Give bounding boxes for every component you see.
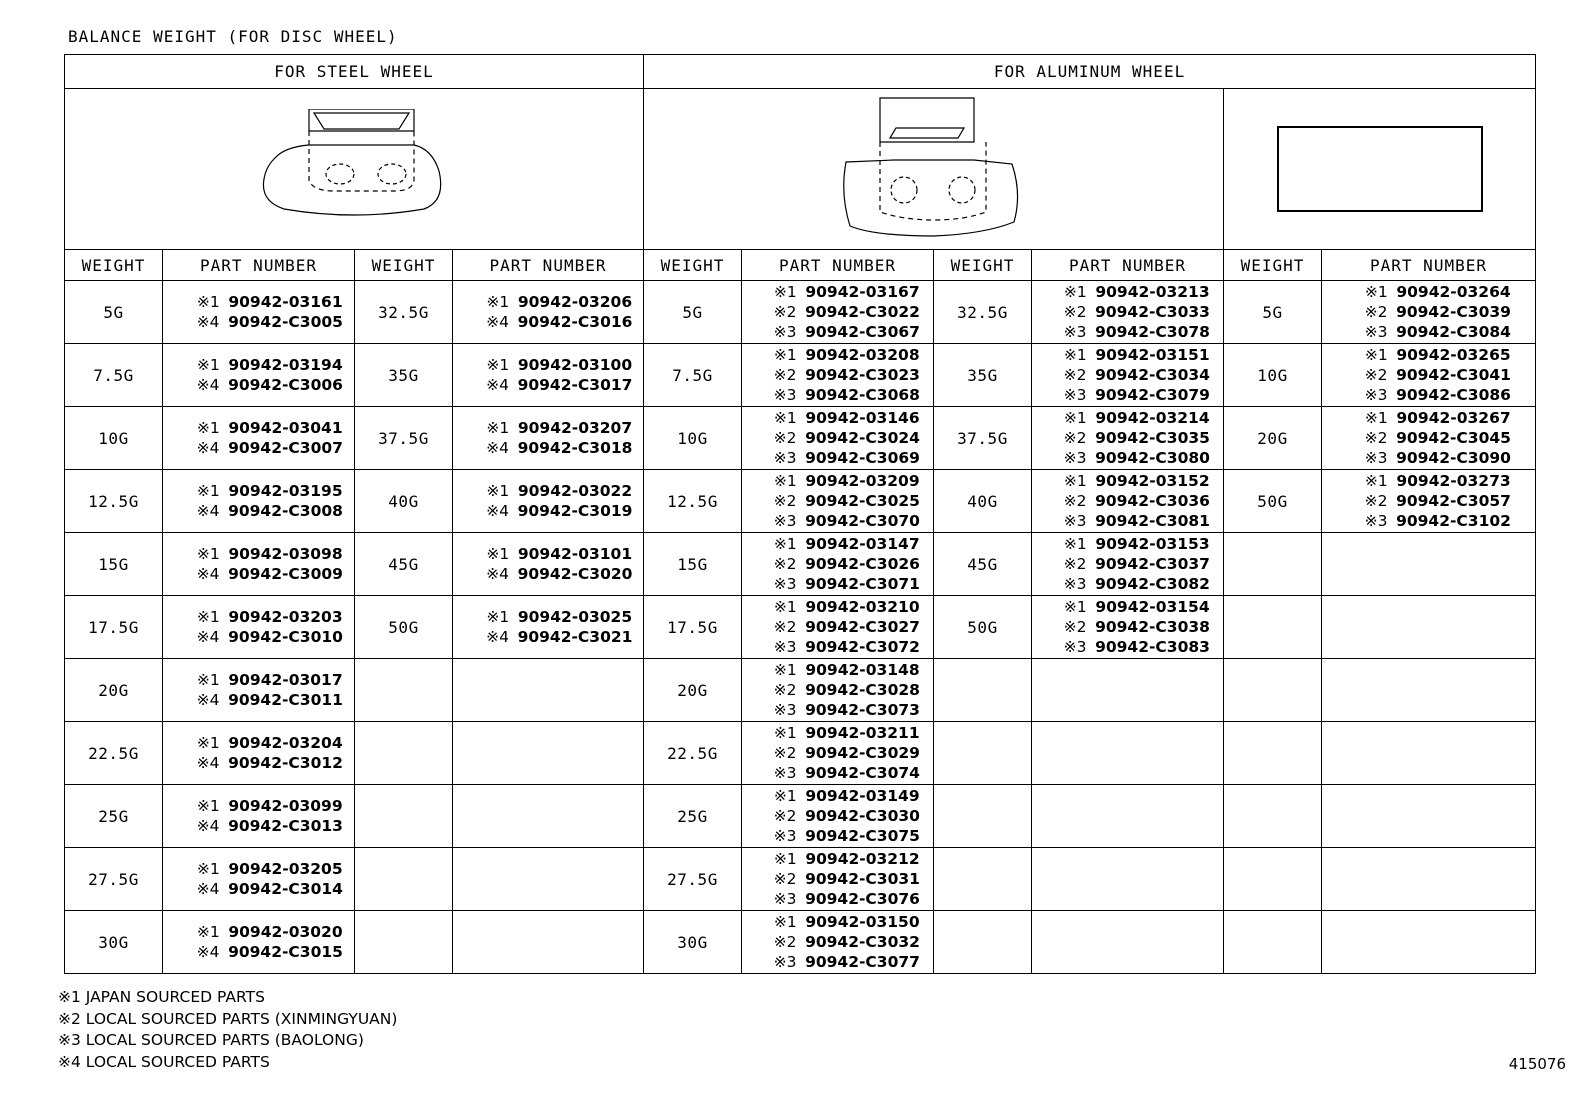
part-number-line: ※4 90942-C3010	[196, 628, 343, 646]
col-weight-2: WEIGHT	[355, 250, 453, 281]
part-number-line: ※4 90942-C3008	[196, 502, 343, 520]
part-number-line: ※3 90942-C3079	[1063, 386, 1210, 404]
page-title: BALANCE WEIGHT (FOR DISC WHEEL)	[68, 27, 398, 46]
part-number-line: ※3 90942-C3070	[773, 512, 920, 530]
part-number-line: ※2 90942-C3037	[1063, 555, 1210, 573]
part-number-line: ※3 90942-C3083	[1063, 638, 1210, 656]
part-number-line: ※1 90942-03101	[486, 545, 633, 563]
part-number-line: ※2 90942-C3023	[773, 366, 920, 384]
part-number-line: ※2 90942-C3027	[773, 618, 920, 636]
part-number-line: ※4 90942-C3016	[486, 313, 633, 331]
part-number-line: ※2 90942-C3036	[1063, 492, 1210, 510]
part-number-line: ※4 90942-C3015	[196, 943, 343, 961]
part-number-line: ※1 90942-03152	[1063, 472, 1210, 490]
steel-weight-cell: 37.5G	[355, 407, 453, 470]
part-number-line: ※3 90942-C3068	[773, 386, 920, 404]
aluminum-part-number-cell	[742, 911, 934, 974]
aluminum-part-number-cell	[1322, 470, 1536, 533]
footnote-4: ※4 LOCAL SOURCED PARTS	[58, 1052, 270, 1071]
part-number-line: ※3 90942-C3077	[773, 953, 920, 971]
aluminum-part-number-cell	[1322, 533, 1536, 596]
aluminum-part-number-cell	[1322, 407, 1536, 470]
steel-part-number-cell	[163, 659, 355, 722]
aluminum-weight-cell	[934, 722, 1032, 785]
col-part-number-4: PART NUMBER	[1032, 250, 1224, 281]
aluminum-part-number-cell	[1032, 848, 1224, 911]
part-number-line: ※2 90942-C3025	[773, 492, 920, 510]
aluminum-weight-cell: 30G	[644, 911, 742, 974]
part-number-line: ※1 90942-03206	[486, 293, 633, 311]
part-number-line: ※4 90942-C3011	[196, 691, 343, 709]
table-row	[65, 911, 1536, 974]
steel-part-number-cell	[453, 407, 644, 470]
part-number-line: ※1 90942-03210	[773, 598, 920, 616]
steel-part-number-cell	[453, 722, 644, 785]
steel-weight-cell: 32.5G	[355, 281, 453, 344]
part-number-line: ※1 90942-03203	[196, 608, 343, 626]
part-number-line: ※1 90942-03207	[486, 419, 633, 437]
col-part-number-2: PART NUMBER	[453, 250, 644, 281]
part-number-line: ※1 90942-03153	[1063, 535, 1210, 553]
part-number-line: ※2 90942-C3032	[773, 933, 920, 951]
steel-part-number-cell	[453, 533, 644, 596]
part-number-line: ※1 90942-03209	[773, 472, 920, 490]
part-number-line: ※3 90942-C3069	[773, 449, 920, 467]
aluminum-part-number-cell	[1322, 596, 1536, 659]
part-number-line: ※1 90942-03273	[1364, 472, 1511, 490]
balance-weight-table	[64, 54, 1536, 974]
footnotes	[58, 987, 397, 1073]
aluminum-weight-cell: 20G	[1224, 407, 1322, 470]
aluminum-wheel-header: FOR ALUMINUM WHEEL	[644, 55, 1536, 89]
part-number-line: ※4 90942-C3007	[196, 439, 343, 457]
aluminum-part-number-cell	[742, 407, 934, 470]
part-number-line: ※2 90942-C3033	[1063, 303, 1210, 321]
footnote-2: ※2 LOCAL SOURCED PARTS (XINMINGYUAN)	[58, 1009, 398, 1028]
aluminum-part-number-cell	[1032, 470, 1224, 533]
steel-part-number-cell	[163, 281, 355, 344]
part-number-line: ※1 90942-03161	[196, 293, 343, 311]
aluminum-part-number-cell	[1032, 911, 1224, 974]
steel-part-number-cell	[453, 659, 644, 722]
col-weight-3: WEIGHT	[644, 250, 742, 281]
aluminum-weight-cell: 22.5G	[644, 722, 742, 785]
part-number-line: ※2 90942-C3030	[773, 807, 920, 825]
part-number-line: ※1 90942-03154	[1063, 598, 1210, 616]
steel-balance-weight-icon	[254, 109, 454, 229]
footnote-1: ※1 JAPAN SOURCED PARTS	[58, 988, 265, 1006]
part-number-line: ※4 90942-C3009	[196, 565, 343, 583]
steel-weight-cell	[355, 848, 453, 911]
steel-weight-cell: 20G	[65, 659, 163, 722]
part-number-line: ※1 90942-03150	[773, 913, 920, 931]
part-number-line: ※4 90942-C3019	[486, 502, 633, 520]
aluminum-weight-cell: 50G	[934, 596, 1032, 659]
aluminum-part-number-cell	[1032, 344, 1224, 407]
aluminum-weight-cell: 25G	[644, 785, 742, 848]
part-number-line: ※4 90942-C3020	[486, 565, 633, 583]
steel-weight-cell: 10G	[65, 407, 163, 470]
aluminum-weight-cell	[934, 785, 1032, 848]
aluminum-part-number-cell	[742, 470, 934, 533]
part-number-line: ※1 90942-03020	[196, 923, 343, 941]
steel-weight-cell: 27.5G	[65, 848, 163, 911]
part-number-line: ※3 90942-C3084	[1364, 323, 1511, 341]
aluminum-weight-cell: 50G	[1224, 470, 1322, 533]
part-number-line: ※1 90942-03146	[773, 409, 920, 427]
aluminum-weight-cell	[1224, 722, 1322, 785]
steel-weight-cell	[355, 722, 453, 785]
part-number-line: ※1 90942-03205	[196, 860, 343, 878]
aluminum-part-number-cell	[1032, 785, 1224, 848]
aluminum-weight-cell	[1224, 659, 1322, 722]
part-number-line: ※1 90942-03214	[1063, 409, 1210, 427]
part-number-line: ※1 90942-03022	[486, 482, 633, 500]
steel-part-number-cell	[453, 848, 644, 911]
part-number-line: ※2 90942-C3057	[1364, 492, 1511, 510]
aluminum-part-number-cell	[1032, 659, 1224, 722]
aluminum-weight-cell	[934, 848, 1032, 911]
part-number-line: ※2 90942-C3045	[1364, 429, 1511, 447]
aluminum-weight-cell	[934, 659, 1032, 722]
steel-weight-cell: 15G	[65, 533, 163, 596]
table-row	[65, 407, 1536, 470]
table-row	[65, 659, 1536, 722]
footnote-3: ※3 LOCAL SOURCED PARTS (BAOLONG)	[58, 1031, 364, 1049]
steel-weight-cell: 30G	[65, 911, 163, 974]
part-number-line: ※3 90942-C3076	[773, 890, 920, 908]
aluminum-weight-cell	[1224, 911, 1322, 974]
part-number-line: ※1 90942-03267	[1364, 409, 1511, 427]
aluminum-weight-cell	[1224, 533, 1322, 596]
steel-part-number-cell	[453, 344, 644, 407]
aluminum-weight-cell: 12.5G	[644, 470, 742, 533]
steel-part-number-cell	[163, 407, 355, 470]
aluminum-part-number-cell	[1322, 344, 1536, 407]
aluminum-weight-cell: 17.5G	[644, 596, 742, 659]
steel-part-number-cell	[163, 344, 355, 407]
part-number-line: ※4 90942-C3021	[486, 628, 633, 646]
part-number-line: ※4 90942-C3006	[196, 376, 343, 394]
col-part-number-5: PART NUMBER	[1322, 250, 1536, 281]
blank-frame-icon	[1275, 124, 1485, 214]
table-row	[65, 344, 1536, 407]
part-number-line: ※2 90942-C3022	[773, 303, 920, 321]
part-number-line: ※1 90942-03195	[196, 482, 343, 500]
part-number-line: ※3 90942-C3086	[1364, 386, 1511, 404]
table-row	[65, 596, 1536, 659]
aluminum-weight-cell: 27.5G	[644, 848, 742, 911]
aluminum-part-number-cell	[742, 344, 934, 407]
part-number-line: ※1 90942-03041	[196, 419, 343, 437]
aluminum-part-number-cell	[1322, 911, 1536, 974]
steel-part-number-cell	[163, 722, 355, 785]
steel-weight-cell	[355, 785, 453, 848]
steel-part-number-cell	[163, 533, 355, 596]
aluminum-part-number-cell	[742, 848, 934, 911]
part-number-line: ※3 90942-C3074	[773, 764, 920, 782]
part-number-line: ※1 90942-03099	[196, 797, 343, 815]
steel-weight-cell: 12.5G	[65, 470, 163, 533]
part-number-line: ※2 90942-C3028	[773, 681, 920, 699]
steel-part-number-cell	[163, 785, 355, 848]
part-number-line: ※2 90942-C3035	[1063, 429, 1210, 447]
part-number-line: ※3 90942-C3080	[1063, 449, 1210, 467]
part-number-line: ※3 90942-C3081	[1063, 512, 1210, 530]
table-row	[65, 533, 1536, 596]
part-number-line: ※1 90942-03213	[1063, 283, 1210, 301]
part-number-line: ※1 90942-03148	[773, 661, 920, 679]
part-number-line: ※3 90942-C3072	[773, 638, 920, 656]
steel-weight-cell: 50G	[355, 596, 453, 659]
part-number-line: ※2 90942-C3039	[1364, 303, 1511, 321]
part-number-line: ※1 90942-03100	[486, 356, 633, 374]
col-weight-1: WEIGHT	[65, 250, 163, 281]
part-number-line: ※1 90942-03025	[486, 608, 633, 626]
steel-weight-cell	[355, 659, 453, 722]
aluminum-part-number-cell	[742, 722, 934, 785]
aluminum-weight-cell: 10G	[644, 407, 742, 470]
steel-weight-cell: 17.5G	[65, 596, 163, 659]
part-number-line: ※1 90942-03167	[773, 283, 920, 301]
part-number-line: ※1 90942-03194	[196, 356, 343, 374]
table-row	[65, 281, 1536, 344]
part-number-line: ※1 90942-03149	[773, 787, 920, 805]
aluminum-weight-cell: 5G	[1224, 281, 1322, 344]
part-number-line: ※2 90942-C3024	[773, 429, 920, 447]
part-number-line: ※4 90942-C3013	[196, 817, 343, 835]
part-number-line: ※3 90942-C3078	[1063, 323, 1210, 341]
steel-part-number-cell	[163, 596, 355, 659]
aluminum-weight-cell	[934, 911, 1032, 974]
table-row	[65, 848, 1536, 911]
aluminum-weight-cell: 40G	[934, 470, 1032, 533]
reference-number: 415076	[1508, 1055, 1566, 1073]
col-part-number-1: PART NUMBER	[163, 250, 355, 281]
aluminum-weight-cell: 15G	[644, 533, 742, 596]
part-number-line: ※4 90942-C3018	[486, 439, 633, 457]
aluminum-part-number-cell	[742, 659, 934, 722]
col-weight-5: WEIGHT	[1224, 250, 1322, 281]
aluminum-part-number-cell	[1322, 281, 1536, 344]
steel-part-number-cell	[453, 911, 644, 974]
part-number-line: ※1 90942-03204	[196, 734, 343, 752]
aluminum-weight-cell: 10G	[1224, 344, 1322, 407]
aluminum-weight-cell: 5G	[644, 281, 742, 344]
part-number-line: ※4 90942-C3017	[486, 376, 633, 394]
part-number-line: ※1 90942-03212	[773, 850, 920, 868]
aluminum-part-number-cell	[1322, 785, 1536, 848]
aluminum-part-number-cell	[1322, 848, 1536, 911]
steel-weight-cell: 25G	[65, 785, 163, 848]
table-row	[65, 785, 1536, 848]
steel-weight-cell	[355, 911, 453, 974]
aluminum-weight-figure	[644, 89, 1224, 250]
aluminum-part-number-cell	[1322, 659, 1536, 722]
aluminum-weight-cell: 35G	[934, 344, 1032, 407]
aluminum-balance-weight-icon	[834, 94, 1034, 244]
part-number-line: ※3 90942-C3071	[773, 575, 920, 593]
aluminum-part-number-cell	[1322, 722, 1536, 785]
aluminum-weight-cell	[1224, 596, 1322, 659]
part-number-line: ※1 90942-03208	[773, 346, 920, 364]
steel-weight-cell: 7.5G	[65, 344, 163, 407]
aluminum-part-number-cell	[742, 533, 934, 596]
table-row	[65, 722, 1536, 785]
steel-part-number-cell	[163, 911, 355, 974]
steel-weight-cell: 35G	[355, 344, 453, 407]
aluminum-part-number-cell	[742, 785, 934, 848]
steel-part-number-cell	[163, 470, 355, 533]
steel-weight-cell: 40G	[355, 470, 453, 533]
part-number-line: ※1 90942-03147	[773, 535, 920, 553]
aluminum-part-number-cell	[742, 281, 934, 344]
aluminum-weight-cell: 45G	[934, 533, 1032, 596]
aluminum-part-number-cell	[742, 596, 934, 659]
aluminum-part-number-cell	[1032, 722, 1224, 785]
part-number-line: ※2 90942-C3038	[1063, 618, 1210, 636]
part-number-line: ※2 90942-C3026	[773, 555, 920, 573]
part-number-line: ※4 90942-C3012	[196, 754, 343, 772]
part-number-line: ※3 90942-C3067	[773, 323, 920, 341]
part-number-line: ※1 90942-03211	[773, 724, 920, 742]
aluminum-part-number-cell	[1032, 407, 1224, 470]
aluminum-part-number-cell	[1032, 281, 1224, 344]
steel-weight-cell: 22.5G	[65, 722, 163, 785]
steel-wheel-header: FOR STEEL WHEEL	[65, 55, 644, 89]
part-number-line: ※3 90942-C3082	[1063, 575, 1210, 593]
steel-part-number-cell	[453, 785, 644, 848]
aluminum-weight-cell	[1224, 785, 1322, 848]
steel-weight-cell: 45G	[355, 533, 453, 596]
part-number-line: ※2 90942-C3034	[1063, 366, 1210, 384]
col-part-number-3: PART NUMBER	[742, 250, 934, 281]
steel-part-number-cell	[163, 848, 355, 911]
part-number-line: ※1 90942-03098	[196, 545, 343, 563]
part-number-line: ※3 90942-C3102	[1364, 512, 1511, 530]
aluminum-weight-cell: 7.5G	[644, 344, 742, 407]
part-number-line: ※3 90942-C3090	[1364, 449, 1511, 467]
aluminum-weight-cell: 32.5G	[934, 281, 1032, 344]
part-number-line: ※2 90942-C3031	[773, 870, 920, 888]
part-number-line: ※1 90942-03264	[1364, 283, 1511, 301]
steel-part-number-cell	[453, 281, 644, 344]
part-number-line: ※1 90942-03151	[1063, 346, 1210, 364]
aluminum-weight-cell: 37.5G	[934, 407, 1032, 470]
steel-part-number-cell	[453, 596, 644, 659]
steel-weight-figure	[65, 89, 644, 250]
part-number-line: ※3 90942-C3075	[773, 827, 920, 845]
aluminum-weight-cell	[1224, 848, 1322, 911]
aluminum-weight-cell: 20G	[644, 659, 742, 722]
table-row	[65, 470, 1536, 533]
part-number-line: ※2 90942-C3041	[1364, 366, 1511, 384]
blank-figure	[1224, 89, 1536, 250]
steel-weight-cell: 5G	[65, 281, 163, 344]
part-number-line: ※1 90942-03017	[196, 671, 343, 689]
part-number-line: ※4 90942-C3014	[196, 880, 343, 898]
part-number-line: ※1 90942-03265	[1364, 346, 1511, 364]
part-number-line: ※4 90942-C3005	[196, 313, 343, 331]
steel-part-number-cell	[453, 470, 644, 533]
part-number-line: ※2 90942-C3029	[773, 744, 920, 762]
part-number-line: ※3 90942-C3073	[773, 701, 920, 719]
aluminum-part-number-cell	[1032, 533, 1224, 596]
col-weight-4: WEIGHT	[934, 250, 1032, 281]
aluminum-part-number-cell	[1032, 596, 1224, 659]
